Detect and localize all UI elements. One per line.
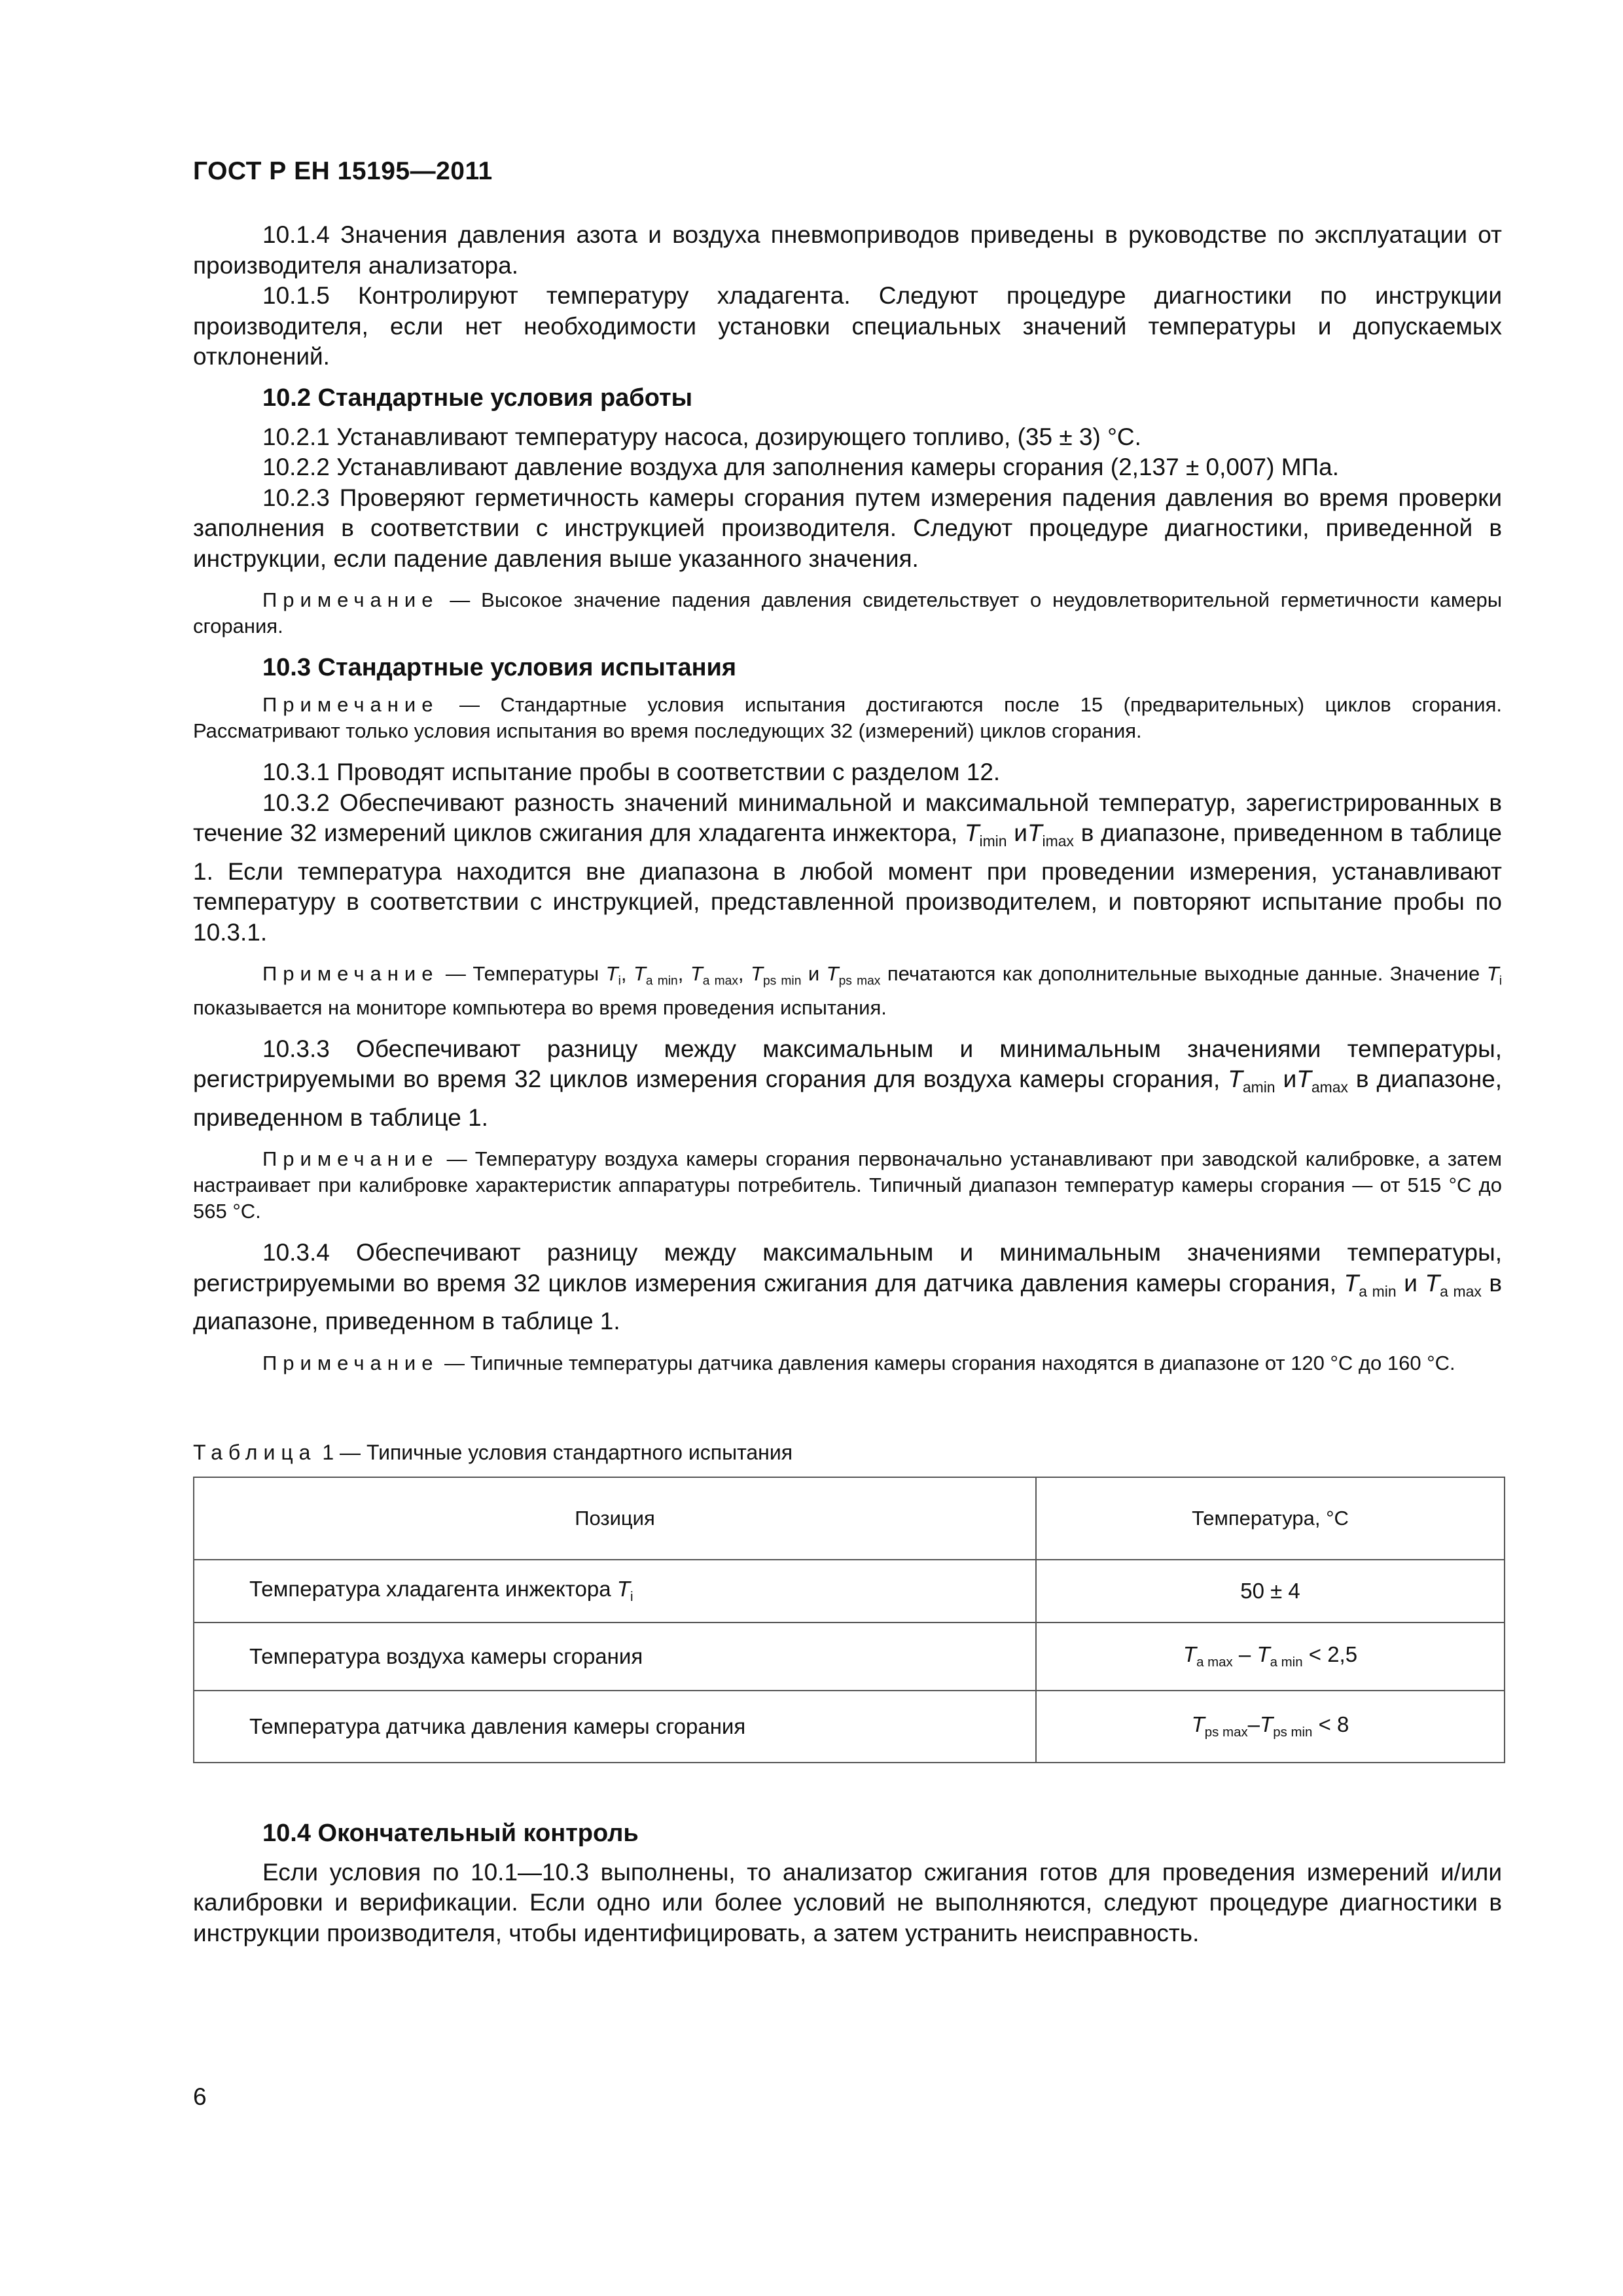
note-4: Примечание — Температуру воздуха камеры сгорания первоначально устанавливают при заводской калибровке, а затем настраивает при калибровке характеристик аппаратуры потребитель. Типичный диапазон температур камеры сгорания — от 515 °С до 565 °С. xyxy=(193,1147,1502,1223)
conditions-table xyxy=(193,1477,1505,1763)
table-row xyxy=(194,1691,1505,1763)
note-5: Примечание — Типичные температуры датчика давления камеры сгорания находятся в диапазоне от 120 °С до 160 °С. xyxy=(262,1351,1455,1374)
table-caption: Таблица 1 — Типичные условия стандартного испытания xyxy=(193,1440,793,1464)
document-page xyxy=(193,157,1502,1948)
page-number: 6 xyxy=(193,2083,207,2110)
paragraph-10-1-4: 10.1.4 Значения давления азота и воздуха пневмоприводов приведены в руководстве по эксплуатации от производителя анализатора. xyxy=(193,221,1502,279)
table-cell-value: $T_{a max} - T_{a min} < 2,5$ xyxy=(1036,1623,1505,1691)
paragraph-10-2-2: 10.2.2 Устанавливают давление воздуха для заполнения камеры сгорания (2,137 ± 0,007) МПа. xyxy=(262,454,1340,480)
section-10-3-title: 10.3 Стандартные условия испытания xyxy=(262,654,737,681)
table-header-row xyxy=(194,1477,1505,1560)
note-3: Примечание — Температуры $T_i$, $T_{a min}$, $T_{a max}$, $T_{ps min}$ и $T_{ps max}$ печатаются как дополнительные выходные данные. Значение $T_i$ показывается на мониторе компьютера во время проведения испытания. xyxy=(193,962,1502,1019)
table-row xyxy=(194,1560,1505,1623)
paragraph-10-2-1: 10.2.1 Устанавливают температуру насоса, дозирующего топливо, (35 ± 3) °С. xyxy=(262,423,1141,450)
table-cell-label: Температура воздуха камеры сгорания xyxy=(194,1623,1036,1691)
table-header-temperature: Температура, °С xyxy=(1036,1477,1505,1560)
note-label: Примечание xyxy=(262,693,439,716)
paragraph-10-3-2: 10.3.2 Обеспечивают разность значений минимальной и максимальной температур, зарегистрированных в течение 32 измерений циклов сжигания для хладагента инжектора, $T_{imin}$ $иT_{imax}$ в диапазоне, приведенном в таблице 1. Если температура находится вне диапазона в любой момент при проведении измерения, устанавливают температуру в соответствии с инструкцией, представленной производителем, и повторяют испытание пробы по 10.3.1. xyxy=(193,789,1502,946)
paragraph-10-3-3: 10.3.3 Обеспечивают разницу между максимальным и минимальным значениями температуры, регистрируемыми во время 32 циклов измерения сгорания для воздуха камеры сгорания, $T_{amin}$ $иT_{amax}$ в диапазоне, приведенном в таблице 1. xyxy=(193,1035,1503,1131)
paragraph-10-1-5: 10.1.5 Контролируют температуру хладагента. Следуют процедуре диагностики по инструкции производителя, если нет необходимости установки специальных значений температуры и допускаемых отклонений. xyxy=(193,282,1502,370)
paragraph-10-3-1: 10.3.1 Проводят испытание пробы в соответствии с разделом 12. xyxy=(262,759,1001,785)
note-1 xyxy=(193,587,1502,639)
table-cell-label: Температура датчика давления камеры сгорания xyxy=(194,1691,1036,1763)
table-row xyxy=(194,1623,1505,1691)
section-10-2-title: 10.2 Стандартные условия работы xyxy=(262,384,693,412)
section-10-4-title: 10.4 Окончательный контроль xyxy=(262,1819,639,1847)
table-header-position: Позиция xyxy=(194,1477,1036,1560)
note-text: — Высокое значение падения давления свидетельствует о неудовлетворительной герметичности камеры сгорания. xyxy=(193,588,1502,637)
paragraph-10-4: Если условия по 10.1—10.3 выполнены, то анализатор сжигания готов для проведения измерений и/или калибровки и верификации. Если одно или более условий не выполняются, следуют процедуре диагностики в инструкции производителя, чтобы идентифицировать, а затем устранить неисправность. xyxy=(193,1858,1502,1946)
document-header: ГОСТ Р ЕН 15195—2011 xyxy=(193,157,493,185)
note-label: Примечание xyxy=(262,588,439,611)
table-cell-value: 50 ± 4 xyxy=(1036,1560,1505,1623)
table-cell-label: Температура хладагента инжектора $T_i$ xyxy=(194,1560,1036,1623)
note-2 xyxy=(193,692,1502,744)
paragraph-10-2-3: 10.2.3 Проверяют герметичность камеры сгорания путем измерения падения давления во время проверки заполнения в соответствии с инструкцией производителя. Следуют процедуре диагностики, приведенной в инструкции, если падение давления выше указанного значения. xyxy=(193,484,1502,572)
paragraph-10-3-4: 10.3.4 Обеспечивают разницу между максимальным и минимальным значениями температуры, регистрируемыми во время 32 циклов измерения сжигания для датчика давления камеры сгорания, $T_{a min}$ и $T_{a max}$ в диапазоне, приведенном в таблице 1. xyxy=(193,1239,1503,1335)
table-cell-value: $T_{ps max}-T_{ps min} < 8$ xyxy=(1036,1691,1505,1763)
note-text: — Стандартные условия испытания достигаются после 15 (предварительных) циклов сгорания. Рассматривают только условия испытания во время последующих 32 (измерений) циклов сгорания. xyxy=(193,693,1502,742)
